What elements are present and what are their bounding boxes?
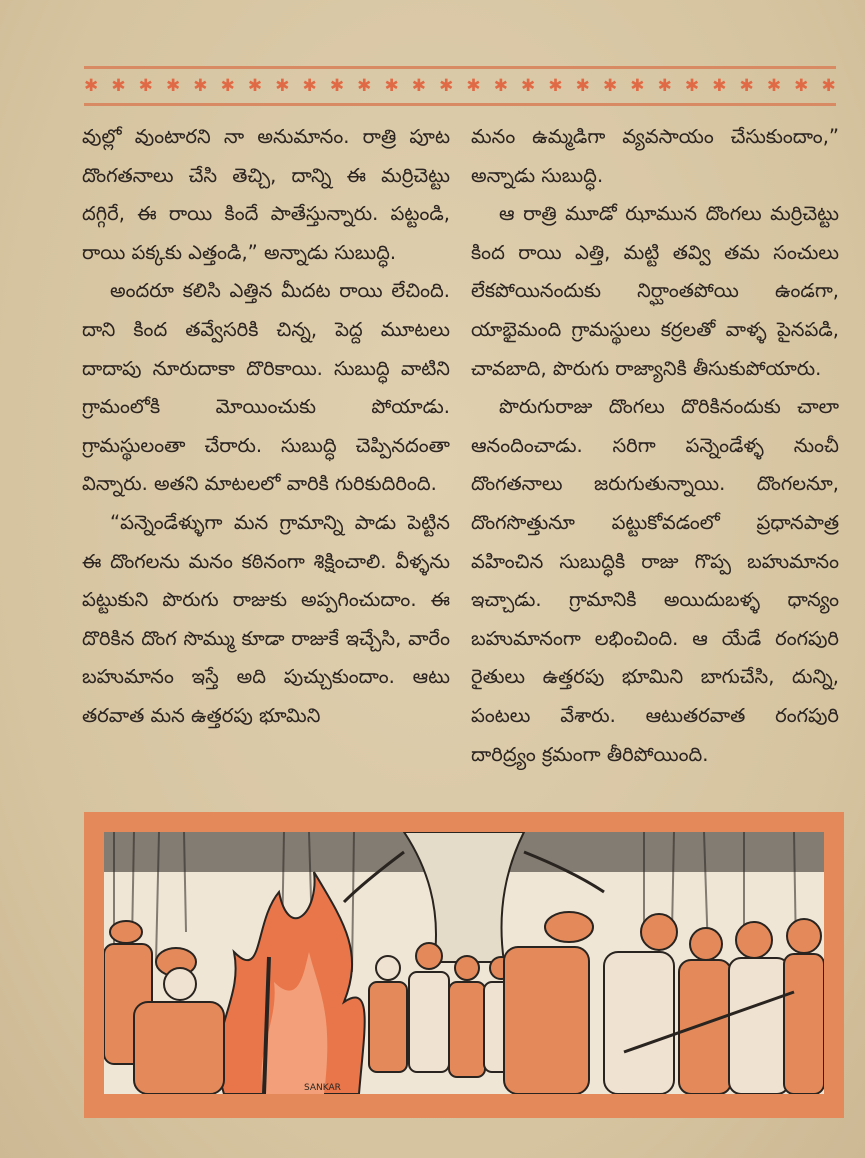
paragraph: ఆ రాత్రి మూడో ఝామున దొంగలు మర్రిచెట్టు కింద రాయి ఎత్తి, మట్టి తవ్వి తమ సంచులు లేకపోయినందుకు నిర్ఘాంతపోయి ఉండగా, యాభైమంది గ్రామస్థులు కర్రలతో వాళ్ళ పైనపడి, చావబాది, పొరుగు రాజ్యానికి తీసుకుపోయారు. [471,202,839,380]
ornament-star: ✱ [302,75,317,96]
ornament-star: ✱ [548,75,563,96]
ornament-star: ✱ [657,75,672,96]
paragraph: వుల్లో వుంటారని నా అనుమానం. రాత్రి పూట దొంగతనాలు చేసి తెచ్చి, దాన్ని ఈ మర్రిచెట్టు దగ్గిరే, ఈ రాయి కిందే పాతేస్తున్నారు. పట్టండి, రాయి పక్కకు ఎత్తండి,” అన్నాడు సుబుద్ధి. [82,125,450,264]
ornament-star: ✱ [165,75,181,96]
ornament-star: ✱ [275,75,290,96]
ornament-star: ✱ [411,75,426,96]
ornament-star: ✱ [193,75,208,96]
illustration [104,832,824,1094]
ornament-star: ✱ [329,75,345,96]
ornament-star: ✱ [821,75,836,96]
artist-signature: SANKAR [304,1083,341,1093]
illustration-drawing [104,832,824,1094]
paragraph: మనం ఉమ్మడిగా వ్యవసాయం చేసుకుందాం,” అన్నాడు సుబుద్ధి. [471,125,839,187]
paragraph: “పన్నెండేళ్ళుగా మన గ్రామాన్ని పాడు పెట్టిన ఈ దొంగలను మనం కఠినంగా శిక్షించాలి. వీళ్ళను పట్టుకుని పొరుగు రాజుకు అప్పగించుదాం. ఈ దొరికిన దొంగ సొమ్ము కూడా రాజుకే ఇచ్చేసి, వారేం బహుమానం ఇస్తే అది పుచ్చుకుందాం. ఆటు తరవాత మన ఉత్తరపు భూమిని [82,510,450,727]
ornament-star: ✱ [602,75,618,96]
ornament-star: ✱ [247,75,263,96]
paragraph: అందరూ కలిసి ఎత్తిన మీదట రాయి లేచింది. దాని కింద తవ్వేసరికి చిన్న, పెద్ద మూటలు దాదాపు నూరుదాకా దొరికాయి. సుబుద్ధి వాటిని గ్రామంలోకి మోయించుకు పోయాడు. గ్రామస్థులంతా చేరారు. సుబుద్ధి చెప్పినదంతా విన్నారు. అతని మాటలలో వారికి గురికుదిరింది. [82,279,450,496]
ornament-star: ✱ [138,75,153,96]
ornament-star: ✱ [739,75,754,96]
ornament-star: ✱ [220,75,235,96]
ornament-star: ✱ [84,75,99,96]
paragraph: పొరుగురాజు దొంగలు దొరికినందుకు చాలా ఆనందించాడు. సరిగా పన్నెండేళ్ళ నుంచీ దొంగతనాలు జరుగుతున్నాయి. దొంగలనూ, దొంగసొత్తునూ పట్టుకోవడంలో ప్రధానపాత్ర వహించిన సుబుద్ధికి రాజు గొప్ప బహుమానం ఇచ్చాడు. గ్రామానికి అయిదుబళ్ళ ధాన్యం బహుమానంగా లభించింది. ఆ యేడే రంగపురి రైతులు ఉత్తరపు భూమిని బాగుచేసి, దున్ని, పంటలు వేశారు. ఆటుతరవాత రంగపురి దారిద్ర్యం క్రమంగా తీరిపోయింది. [471,395,839,766]
ornament-star: ✱ [766,75,782,96]
ornament-star: ✱ [575,75,590,96]
ornament-star: ✱ [384,75,399,96]
ornament-star: ✱ [466,75,481,96]
ornament-star: ✱ [521,75,536,96]
ornament-star: ✱ [794,75,809,96]
ornament-star: ✱ [111,75,126,96]
ornament-star: ✱ [684,75,700,96]
right-column [471,118,839,818]
ornamental-border [84,66,836,106]
ornament-star: ✱ [712,75,727,96]
ornament-star: ✱ [357,75,372,96]
ornament-star: ✱ [439,75,454,96]
left-column [82,118,450,818]
ornament-star: ✱ [630,75,645,96]
ornament-star: ✱ [493,75,508,96]
